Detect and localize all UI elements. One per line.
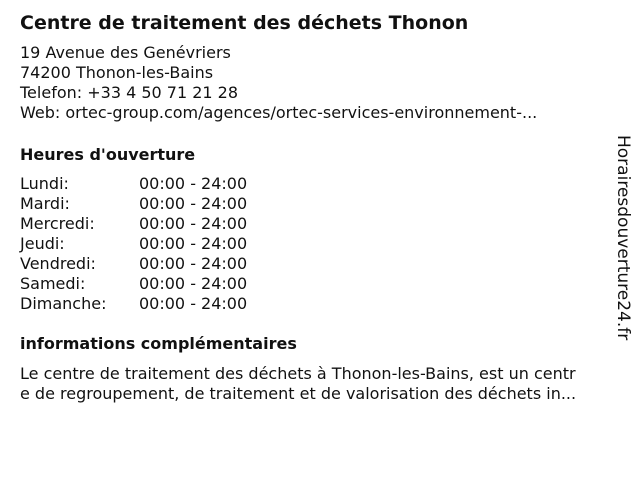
opening-hours-heading: Heures d'ouverture — [20, 145, 196, 164]
website-link[interactable]: Web: ortec-group.com/agences/ortec-services-environnement-... — [20, 103, 538, 122]
address-street: 19 Avenue des Genévriers — [20, 43, 231, 62]
hours-day: Dimanche: — [20, 294, 107, 313]
hours-row-sunday — [20, 294, 280, 314]
hours-time: 00:00 - 24:00 — [139, 254, 248, 273]
hours-day: Jeudi: — [20, 234, 65, 253]
hours-time: 00:00 - 24:00 — [139, 294, 248, 313]
hours-time: 00:00 - 24:00 — [139, 274, 248, 293]
hours-time: 00:00 - 24:00 — [139, 174, 248, 193]
hours-day: Vendredi: — [20, 254, 96, 273]
hours-day: Lundi: — [20, 174, 69, 193]
address-city: 74200 Thonon-les-Bains — [20, 63, 214, 82]
hours-day: Samedi: — [20, 274, 86, 293]
hours-time: 00:00 - 24:00 — [139, 234, 248, 253]
description-line: e de regroupement, de traitement et de valorisation des déchets in... — [20, 384, 577, 403]
hours-row-thursday — [20, 234, 280, 254]
phone-number: Telefon: +33 4 50 71 21 28 — [20, 83, 239, 102]
site-watermark: Horairesdouverture24.fr — [613, 135, 633, 341]
address-block — [20, 43, 537, 123]
additional-info-heading: informations complémentaires — [20, 334, 297, 353]
hours-time: 00:00 - 24:00 — [139, 194, 248, 213]
hours-day: Mercredi: — [20, 214, 95, 233]
hours-row-saturday — [20, 274, 280, 294]
hours-row-monday — [20, 174, 280, 194]
hours-time: 00:00 - 24:00 — [139, 214, 248, 233]
hours-row-wednesday — [20, 214, 280, 234]
page-title: Centre de traitement des déchets Thonon — [20, 12, 469, 34]
additional-info-text — [20, 364, 624, 404]
hours-row-friday — [20, 254, 280, 274]
hours-row-tuesday — [20, 194, 280, 214]
description-line: Le centre de traitement des déchets à Thonon-les-Bains, est un centr — [20, 364, 576, 383]
opening-hours-table — [20, 174, 280, 314]
hours-day: Mardi: — [20, 194, 70, 213]
